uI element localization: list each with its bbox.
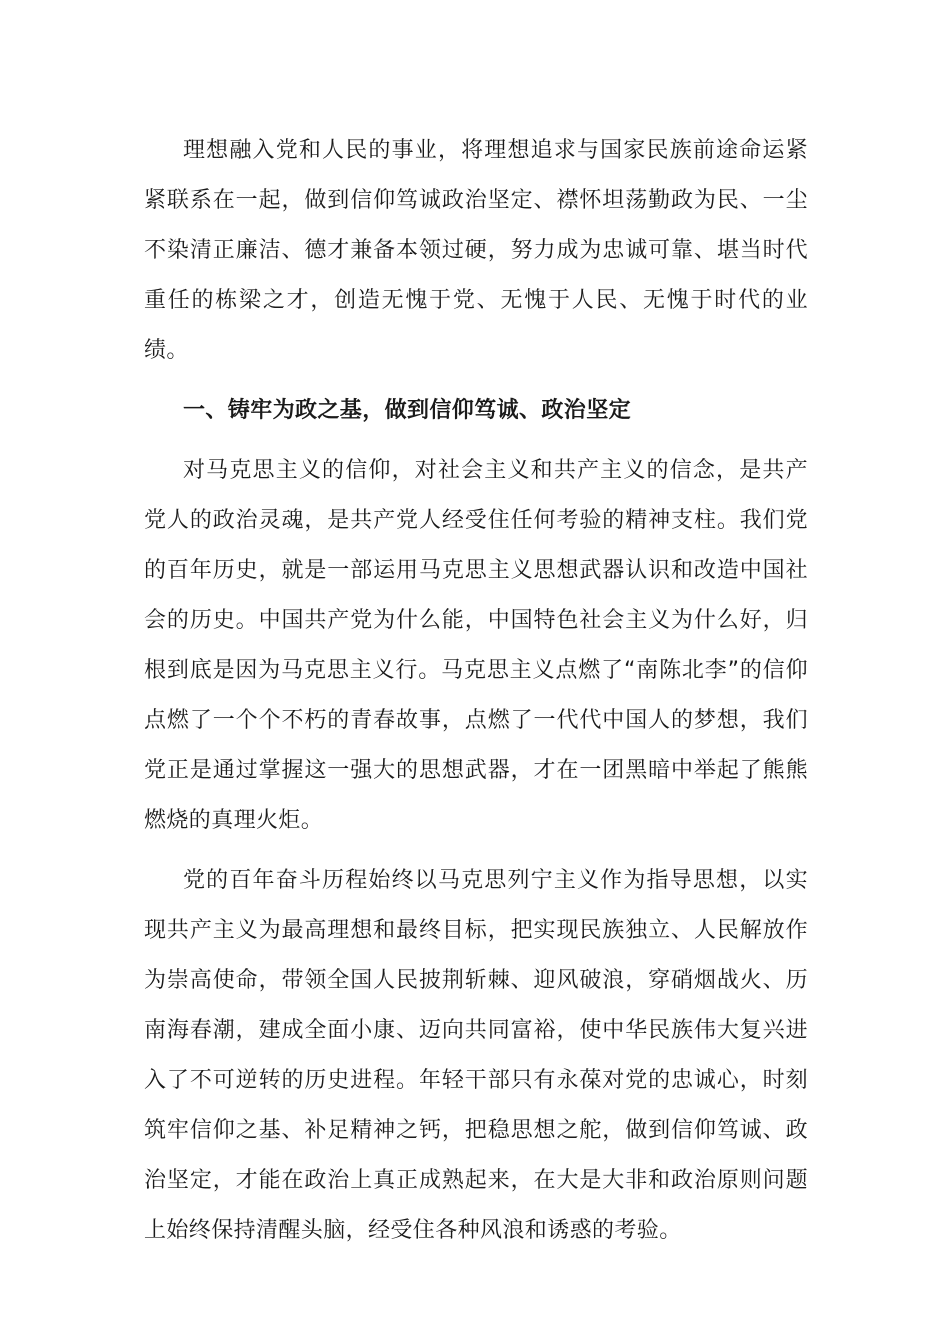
paragraph-party-history: 党的百年奋斗历程始终以马克思列宁主义作为指导思想，以实现共产主义为最高理想和最终目标，把实现民族独立、人民解放作为崇高使命，带领全国人民披荆斩棘、迎风破浪，穿硝烟战火、历南海春潮，建成全面小康、迈向共同富裕，使中华民族伟大复兴进入了不可逆转的历史进程。年轻干部只有永葆对党的忠诚心，时刻筑牢信仰之基、补足精神之钙，把稳思想之舵，做到信仰笃诚、政治坚定，才能在政治上真正成熟起来，在大是大非和政治原则问题上始终保持清醒头脑，经受住各种风浪和诱惑的考验。	[144, 868, 808, 1243]
section-heading-1: 一、铸牢为政之基，做到信仰笃诚、政治坚定	[183, 398, 632, 423]
paragraph-marxism-belief: 对马克思主义的信仰，对社会主义和共产主义的信念，是共产党人的政治灵魂，是共产党人经受住任何考验的精神支柱。我们党的百年历史，就是一部运用马克思主义思想武器认识和改造中国社会的历史。中国共产党为什么能，中国特色社会主义为什么好，归根到底是因为马克思主义行。马克思主义点燃了“南陈北李”的信仰点燃了一个个不朽的青春故事，点燃了一代代中国人的梦想，我们党正是通过掌握这一强大的思想武器，才在一团黑暗中举起了熊熊燃烧的真理火炬。	[144, 458, 808, 833]
paragraph-intro: 理想融入党和人民的事业，将理想追求与国家民族前途命运紧紧联系在一起，做到信仰笃诚政治坚定、襟怀坦荡勤政为民、一尘不染清正廉洁、德才兼备本领过硬，努力成为忠诚可靠、堪当时代重任的栋梁之才，创造无愧于党、无愧于人民、无愧于时代的业绩。	[144, 138, 808, 363]
document-body	[144, 126, 808, 1256]
